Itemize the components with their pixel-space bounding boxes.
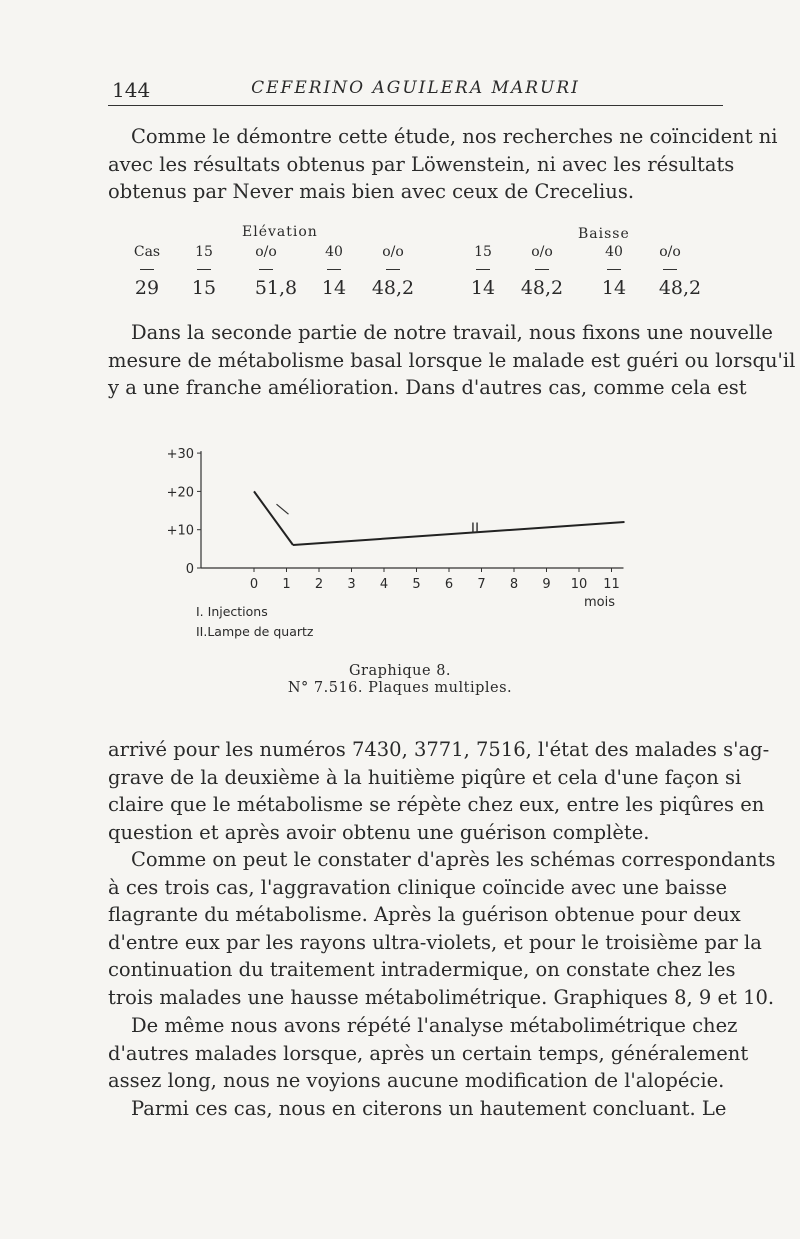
paragraph-2 [108,319,796,402]
column-header: 40 [605,244,623,260]
text-line: grave de la deuxième à la huitième piqûre et cela d'une façon si [108,765,742,789]
page-number: 144 [112,78,151,102]
paragraph-1 [108,123,778,206]
text-line: obtenus par Never mais bien avec ceux de Crecelius. [108,180,635,204]
text-line: assez long, nous ne voyions aucune modification de l'alopécie. [108,1069,725,1093]
text-line: continuation du traitement intradermique, on constate chez les [108,958,736,982]
group-label-elevation: Elévation [242,224,318,240]
paragraph-5 [108,1012,749,1095]
table-value: 29 [134,277,160,299]
legend-item: II.Lampe de quartz [196,624,314,639]
table-value: 48,2 [520,277,564,299]
column-dash [197,269,211,270]
x-tick-label: 6 [444,577,454,592]
series-line-I [254,491,293,545]
x-tick-label: 8 [509,577,519,592]
table-value: 14 [470,277,496,299]
paragraph-6 [108,1095,725,1123]
x-tick-label: 10 [570,577,588,592]
text-line: mesure de métabolisme basal lorsque le malade est guéri ou lorsqu'il [108,348,796,372]
text-line: De même nous avons répété l'analyse métabolimétrique chez [131,1014,738,1037]
series-line-II [293,522,625,545]
text-line: à ces trois cas, l'aggravation clinique coïncide avec une baisse [108,875,727,899]
column-dash [327,269,341,270]
column-dash [259,269,273,270]
text-line: Comme on peut le constater d'après les schémas correspondants [131,848,776,871]
text-line: question et après avoir obtenu une guérison complète. [108,820,650,844]
x-tick-label: 2 [314,577,324,592]
legend-item: I. Injections [196,604,268,619]
column-header: Cas [133,244,161,260]
text-line: Parmi ces cas, nous en citerons un hautement concluant. Le [131,1097,727,1120]
column-header: 40 [325,244,343,260]
table-value: 51,8 [254,277,298,299]
column-header: o/o [255,244,277,260]
x-tick-label: 11 [603,577,620,592]
column-dash [140,269,154,270]
x-tick-label: 7 [477,577,486,592]
column-dash [607,269,621,270]
column-dash [386,269,400,270]
table-value: 14 [601,277,627,299]
x-tick-label: 9 [542,577,551,592]
segment-label-ii: II [470,520,480,537]
text-line: trois malades une hausse métabolimétrique. Graphiques 8, 9 et 10. [108,985,775,1009]
running-title: CEFERINO AGUILERA MARURI [251,78,580,98]
header-rule [108,105,723,106]
text-line: Dans la seconde partie de notre travail, nous fixons une nouvelle [131,321,773,344]
column-header: o/o [531,244,553,260]
y-tick-label: +20 [166,485,194,501]
table-value: 48,2 [371,277,415,299]
column-header: o/o [659,244,681,260]
column-dash [535,269,549,270]
table-value: 14 [321,277,347,299]
table-value: 15 [191,277,217,299]
segment-mark-i [277,504,289,514]
column-dash [663,269,677,270]
x-tick-label: 0 [249,577,259,592]
column-header: 15 [474,244,492,260]
paragraph-3 [108,736,770,846]
text-line: y a une franche amélioration. Dans d'autres cas, comme cela est [108,376,747,400]
chart-subtitle: N° 7.516. Plaques multiples. [287,680,513,696]
text-line: Comme le démontre cette étude, nos recherches ne coïncident ni [131,125,778,148]
text-line: d'autres malades lorsque, après un certain temps, généralement [108,1041,749,1065]
y-tick-label: +30 [166,447,194,463]
column-dash [476,269,490,270]
column-header: o/o [382,244,404,260]
text-line: claire que le métabolisme se répète chez eux, entre les piqûres en [108,793,765,817]
paragraph-4 [108,846,776,1012]
y-tick-label: 0 [185,562,194,577]
x-tick-label: 5 [412,577,421,592]
text-line: avec les résultats obtenus par Löwenstein, ni avec les résultats [108,152,735,176]
x-tick-label: 3 [347,577,356,592]
running-head [108,78,723,104]
text-line: flagrante du métabolisme. Après la guérison obtenue pour deux [108,903,741,927]
table-value: 48,2 [658,277,702,299]
x-tick-label: 4 [379,577,389,592]
column-header: 15 [195,244,213,260]
x-axis-label: mois [583,595,616,610]
text-line: arrivé pour les numéros 7430, 3771, 7516, l'état des malades s'ag- [108,738,770,761]
text-line: d'entre eux par les rayons ultra-violets, et pour le troisième par la [108,930,762,954]
y-tick-label: +10 [166,523,194,539]
chart-title: Graphique 8. [348,663,452,679]
x-tick-label: 1 [282,577,291,592]
group-label-baisse: Baisse [578,226,630,242]
